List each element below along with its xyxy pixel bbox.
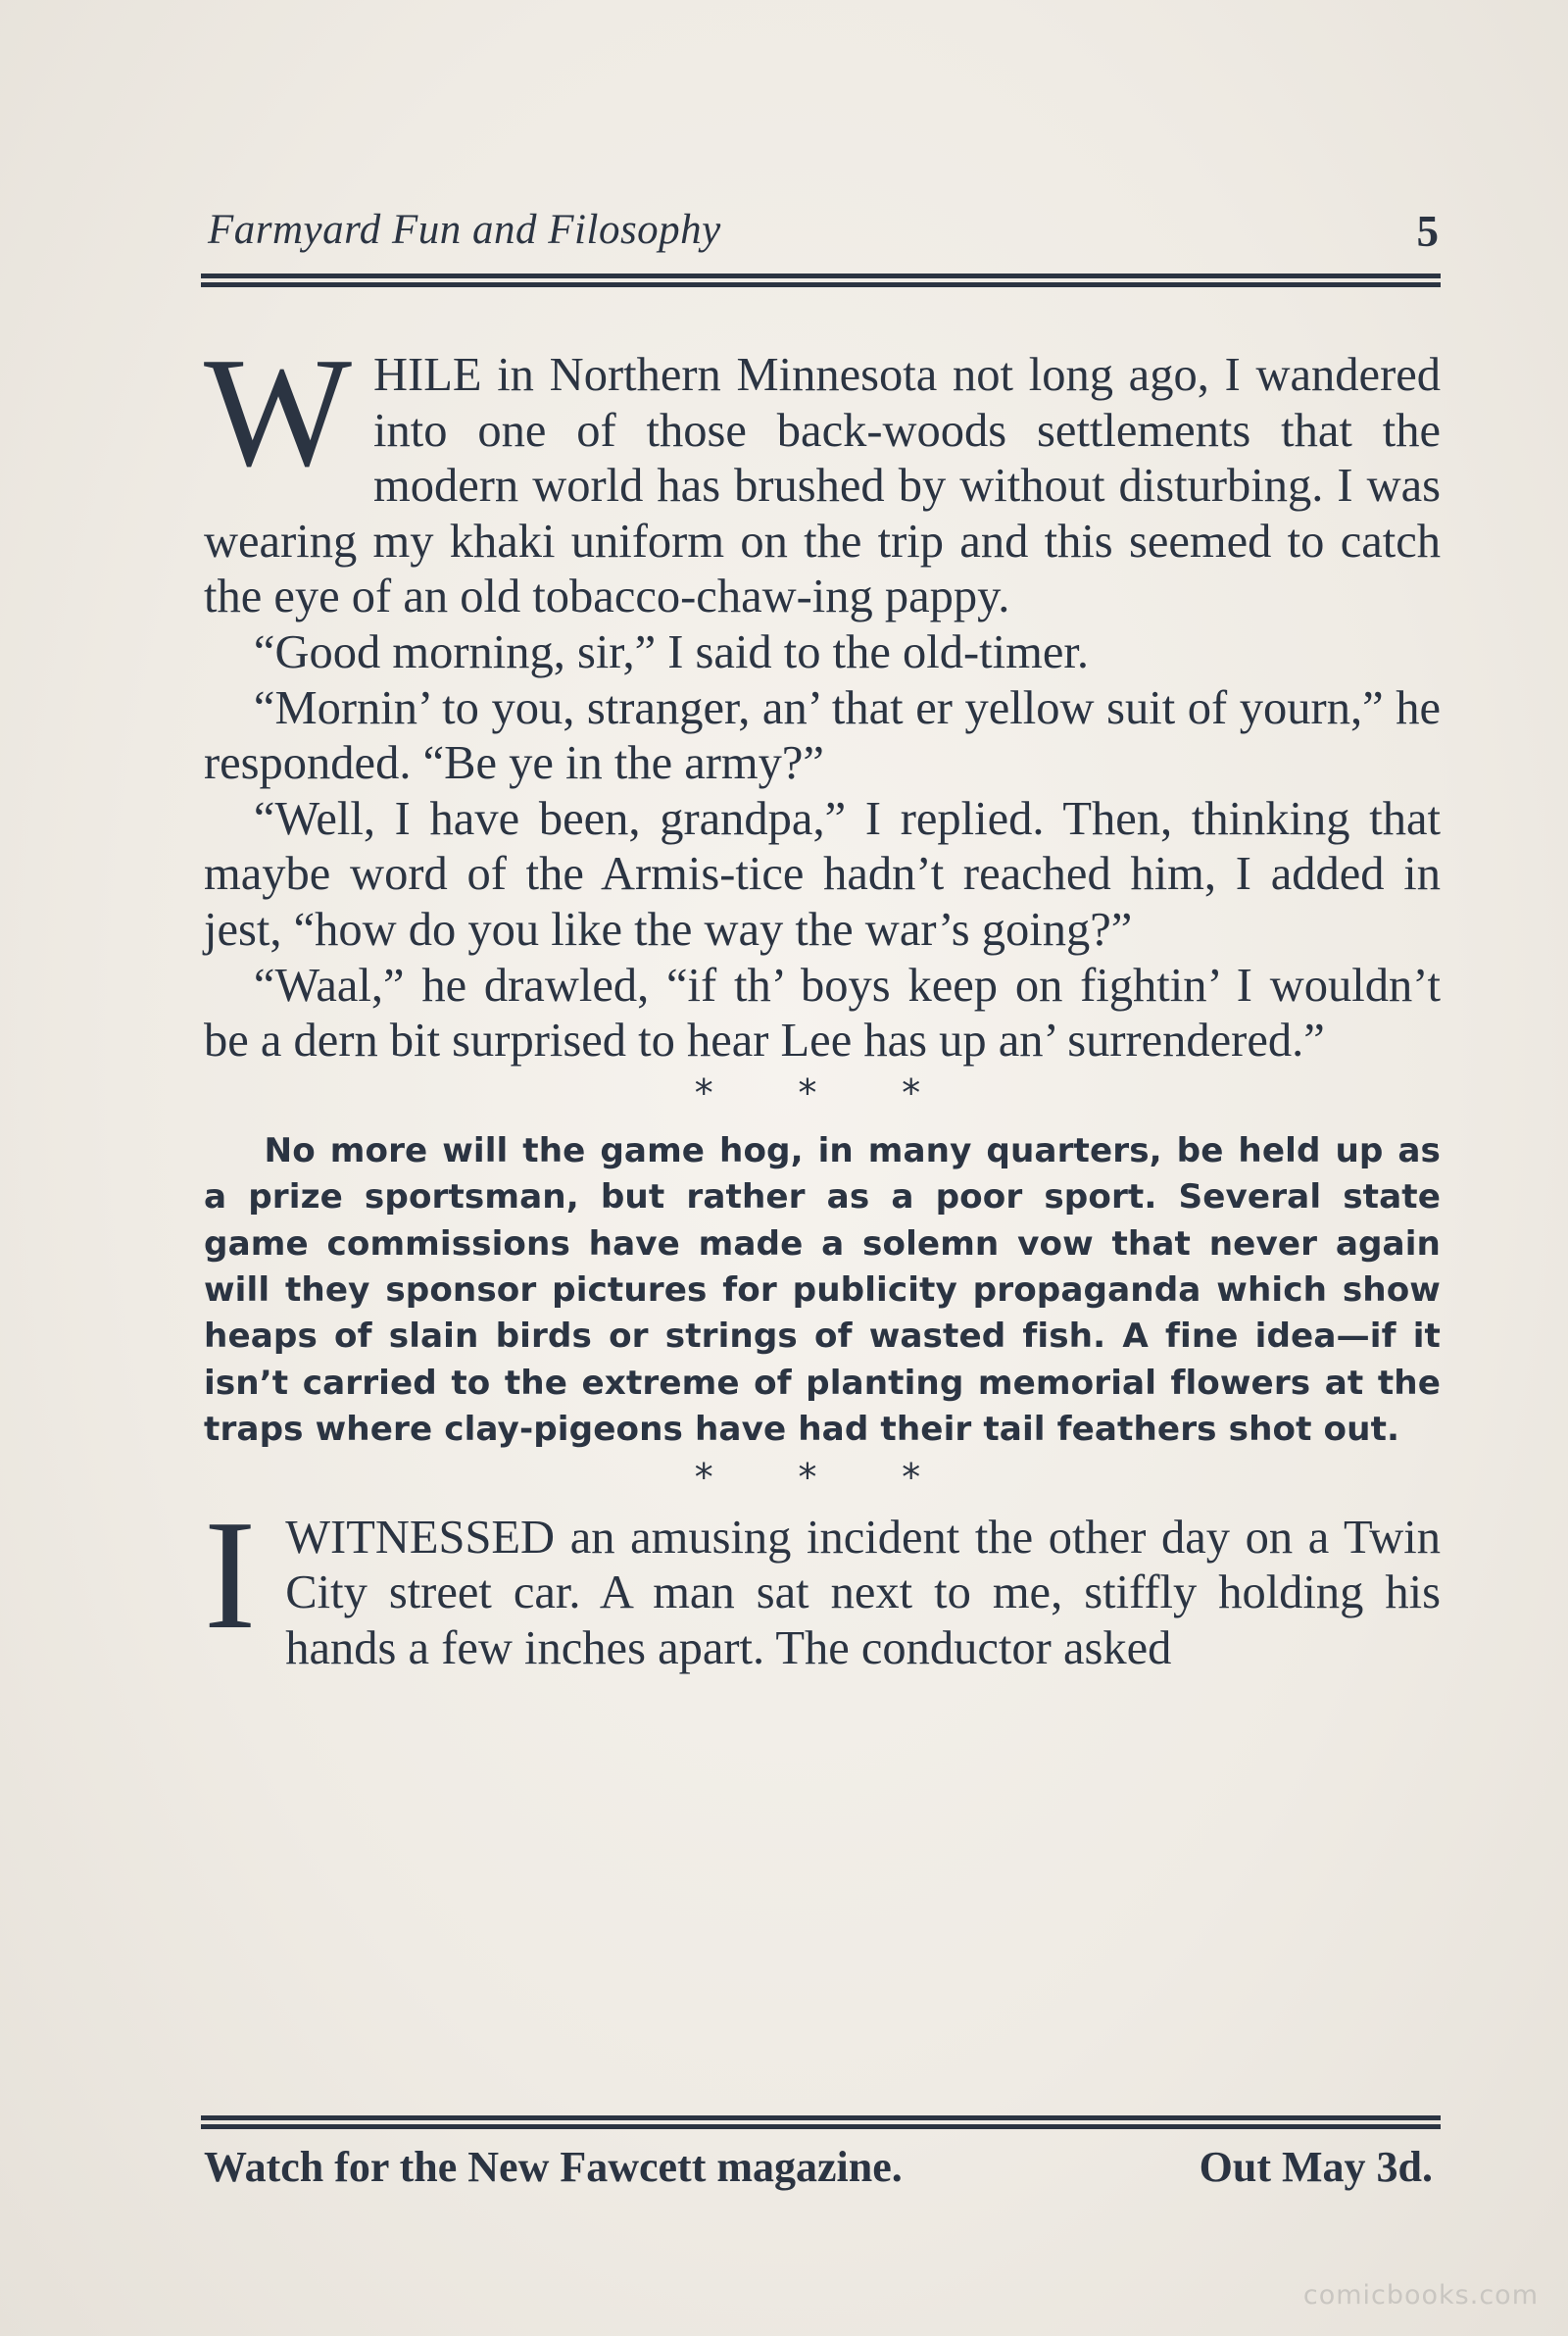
footer-rule [201, 2115, 1441, 2128]
footer-announcement: Watch for the New Fawcett magazine. [204, 2143, 903, 2191]
game-hog-note: No more will the game hog, in many quarters, be held up as a prize sportsman, but rather as a poor sport. Several state game commissions have made a solemn vow that never again will they sponsor pictures for publicity propaganda which show heaps of slain birds or strings of wasted fish. A fine idea—if it isn’t carried to the extreme of planting memorial flowers at the traps where clay-pigeons have had their tail feathers shot out. [204, 1130, 1441, 1450]
dropcap-w: W [204, 324, 353, 499]
page-number: 5 [1416, 207, 1439, 256]
article1-opening-text: HILE in Northern Minnesota not long ago, I wandered into one of those back-woods settlements that the modern world has brushed by without disturbing. I was wearing my khaki uniform on the trip and this seemed to catch the eye of an old tobacco-chaw-ing pappy. [204, 349, 1441, 623]
running-title: Farmyard Fun and Filosophy [208, 207, 721, 253]
article1-paragraph-2: “Good morning, sir,” I said to the old-timer. [253, 625, 1089, 678]
running-header [204, 206, 1443, 274]
section-separator-2: * * * [692, 1455, 953, 1499]
article1-opening-paragraph [204, 324, 1441, 625]
dropcap-i: I [204, 1486, 257, 1662]
article1-paragraph-5: “Waal,” he drawled, “if th’ boys keep on fightin’ I wouldn’t be a dern bit surprised to hear Lee has up an’ surrendered.” [204, 959, 1441, 1068]
page-body [204, 324, 1441, 1676]
article2-opening-text: WITNESSED an amusing incident the other day on a Twin City street car. A man sat next to me, stiffly holding his hands a few inches apart. The conductor asked [285, 1511, 1441, 1674]
header-rule [201, 273, 1441, 286]
watermark: comicbooks.com [1302, 2280, 1539, 2311]
section-separator: * * * [692, 1070, 953, 1115]
footer-date: Out May 3d. [1199, 2143, 1433, 2191]
article1-paragraph-3: “Mornin’ to you, stranger, an’ that er yellow suit of yourn,” he responded. “Be ye in the army?” [204, 681, 1441, 790]
article2-opening-paragraph [204, 1486, 1441, 1677]
article1-paragraph-4: “Well, I have been, grandpa,” I replied. Then, thinking that maybe word of the Armis-tice hadn’t reached him, I added in jest, “how do you like the way the war’s going?” [204, 792, 1441, 956]
